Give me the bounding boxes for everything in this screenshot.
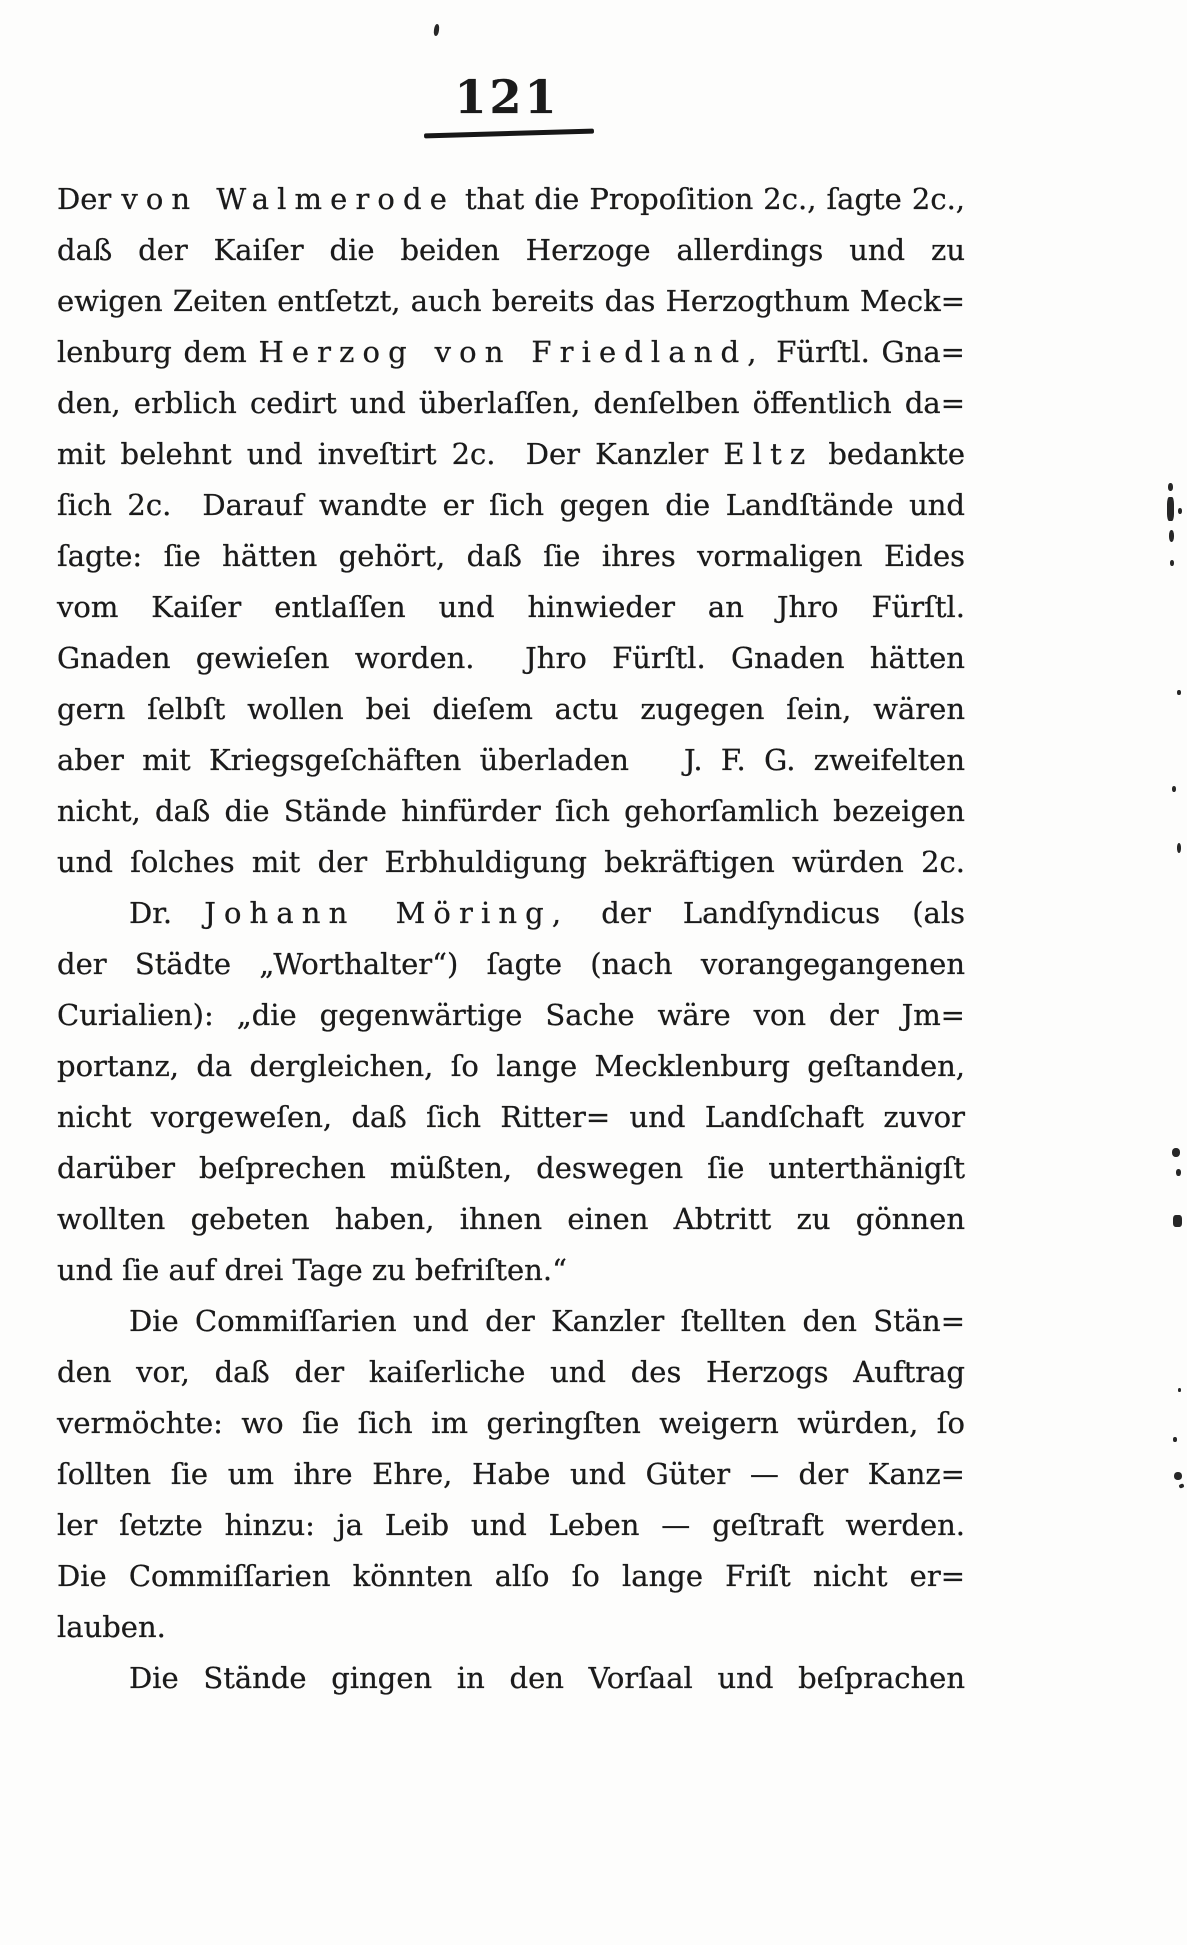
text-segment: daß der Kaiſer die beiden Herzoge allerdings und zu <box>57 233 965 267</box>
letterspaced-name: Johann Möring, <box>204 896 570 930</box>
ink-speck <box>1173 1437 1177 1442</box>
letterspaced-name: Herzog von Friedland, <box>258 335 765 369</box>
text-segment: lauben. <box>57 1610 166 1644</box>
text-line <box>57 1092 965 1143</box>
ink-speck <box>1176 1169 1181 1176</box>
text-segment: Die Stände gingen in den Vorſaal und beſprachen <box>129 1661 965 1695</box>
letterspaced-name: Eltz <box>723 437 814 471</box>
text-segment: Der <box>57 182 122 216</box>
text-line <box>57 837 965 888</box>
text-line <box>57 1143 965 1194</box>
text-line <box>57 429 965 480</box>
ink-speck <box>1172 786 1176 792</box>
text-segment: darüber beſprechen müßten, deswegen ſie unterthänigſt <box>57 1151 965 1185</box>
text-line <box>57 276 965 327</box>
ink-speck <box>433 24 440 37</box>
text-segment: und ſie auf drei Tage zu befriſten.“ <box>57 1253 567 1287</box>
text-line <box>57 582 965 633</box>
text-line <box>57 480 965 531</box>
ink-speck <box>1178 508 1182 514</box>
ink-speck <box>1174 1472 1182 1480</box>
letterspaced-name: von Walmerode <box>121 182 455 216</box>
text-segment: gern ſelbſt wollen bei dieſem actu zugegen ſein, wären <box>57 692 965 726</box>
ink-speck <box>1173 1215 1182 1227</box>
page-number: 121 <box>454 70 560 124</box>
text-line <box>57 1194 965 1245</box>
text-line <box>57 1347 965 1398</box>
text-segment: aber mit Kriegsgeſchäften überladen J. F. G. zweifelten <box>57 743 965 777</box>
text-segment: ſich 2c. Darauf wandte er ſich gegen die Landſtände und <box>57 488 965 522</box>
text-line <box>57 1500 965 1551</box>
text-line <box>57 786 965 837</box>
text-segment: Gnaden gewieſen worden. Jhro Fürſtl. Gnaden hätten <box>57 641 965 675</box>
text-segment: bedankte <box>813 437 965 471</box>
text-segment: nicht, daß die Stände hinfürder ſich gehorſamlich bezeigen <box>57 794 965 828</box>
text-segment: Die Commiſſarien und der Kanzler ſtellten den Stän= <box>129 1304 965 1338</box>
text-line <box>57 531 965 582</box>
page-number-rule <box>424 129 594 139</box>
text-segment: der Städte „Worthalter“) ſagte (nach vorangegangenen <box>57 947 965 981</box>
text-segment: der Landſyndicus (als <box>569 896 965 930</box>
text-segment: und ſolches mit der Erbhuldigung bekräftigen würden 2c. <box>57 845 965 879</box>
text-segment: ewigen Zeiten entſetzt, auch bereits das Herzogthum Meck= <box>57 284 965 318</box>
text-line <box>57 684 965 735</box>
ink-speck <box>1178 1388 1181 1392</box>
text-line <box>57 378 965 429</box>
text-line <box>57 633 965 684</box>
text-segment: Dr. <box>129 896 205 930</box>
text-segment: den vor, daß der kaiſerliche und des Herzogs Auftrag <box>57 1355 965 1389</box>
text-segment: Die Commiſſarien könnten alſo ſo lange Friſt nicht er= <box>57 1559 965 1593</box>
text-line <box>57 990 965 1041</box>
ink-speck <box>1172 1148 1180 1157</box>
ink-speck <box>1169 530 1174 542</box>
text-block <box>57 174 965 1704</box>
text-segment: lenburg dem <box>57 335 259 369</box>
text-line <box>57 1296 965 1347</box>
text-line <box>57 1398 965 1449</box>
text-line <box>57 1653 965 1704</box>
text-segment: ſollten ſie um ihre Ehre, Habe und Güter — der Kanz= <box>57 1457 965 1491</box>
ink-speck <box>1177 690 1181 695</box>
text-line <box>57 939 965 990</box>
text-line <box>57 225 965 276</box>
ink-speck <box>1167 497 1174 521</box>
text-line <box>57 1245 965 1296</box>
text-segment: vermöchte: wo ſie ſich im geringſten weigern würden, ſo <box>57 1406 965 1440</box>
text-segment: that die Propoſition 2c., ſagte 2c., <box>454 182 966 216</box>
text-segment: Fürſtl. Gna= <box>764 335 965 369</box>
text-segment: portanz, da dergleichen, ſo lange Mecklenburg geſtanden, <box>57 1049 965 1083</box>
ink-speck <box>1178 1483 1184 1488</box>
text-line <box>57 174 965 225</box>
text-segment: vom Kaiſer entlaſſen und hinwieder an Jhro Fürſtl. <box>57 590 965 624</box>
text-line <box>57 1551 965 1602</box>
text-segment: Curialien): „die gegenwärtige Sache wäre von der Jm= <box>57 998 965 1032</box>
text-line <box>57 735 965 786</box>
text-line <box>57 1602 965 1653</box>
text-segment: ſagte: ſie hätten gehört, daß ſie ihres vormaligen Eides <box>57 539 965 573</box>
text-segment: den, erblich cedirt und überlaſſen, denſelben öffentlich da= <box>57 386 965 420</box>
text-line <box>57 327 965 378</box>
ink-speck <box>1177 843 1181 853</box>
ink-speck <box>1170 560 1174 566</box>
text-segment: mit belehnt und inveſtirt 2c. Der Kanzler <box>57 437 724 471</box>
text-line <box>57 888 965 939</box>
ink-speck <box>1168 483 1173 491</box>
text-segment: nicht vorgeweſen, daß ſich Ritter= und Landſchaft zuvor <box>57 1100 965 1134</box>
text-segment: wollten gebeten haben, ihnen einen Abtritt zu gönnen <box>57 1202 965 1236</box>
text-line <box>57 1449 965 1500</box>
text-line <box>57 1041 965 1092</box>
text-segment: ler ſetzte hinzu: ja Leib und Leben — geſtraft werden. <box>57 1508 965 1542</box>
